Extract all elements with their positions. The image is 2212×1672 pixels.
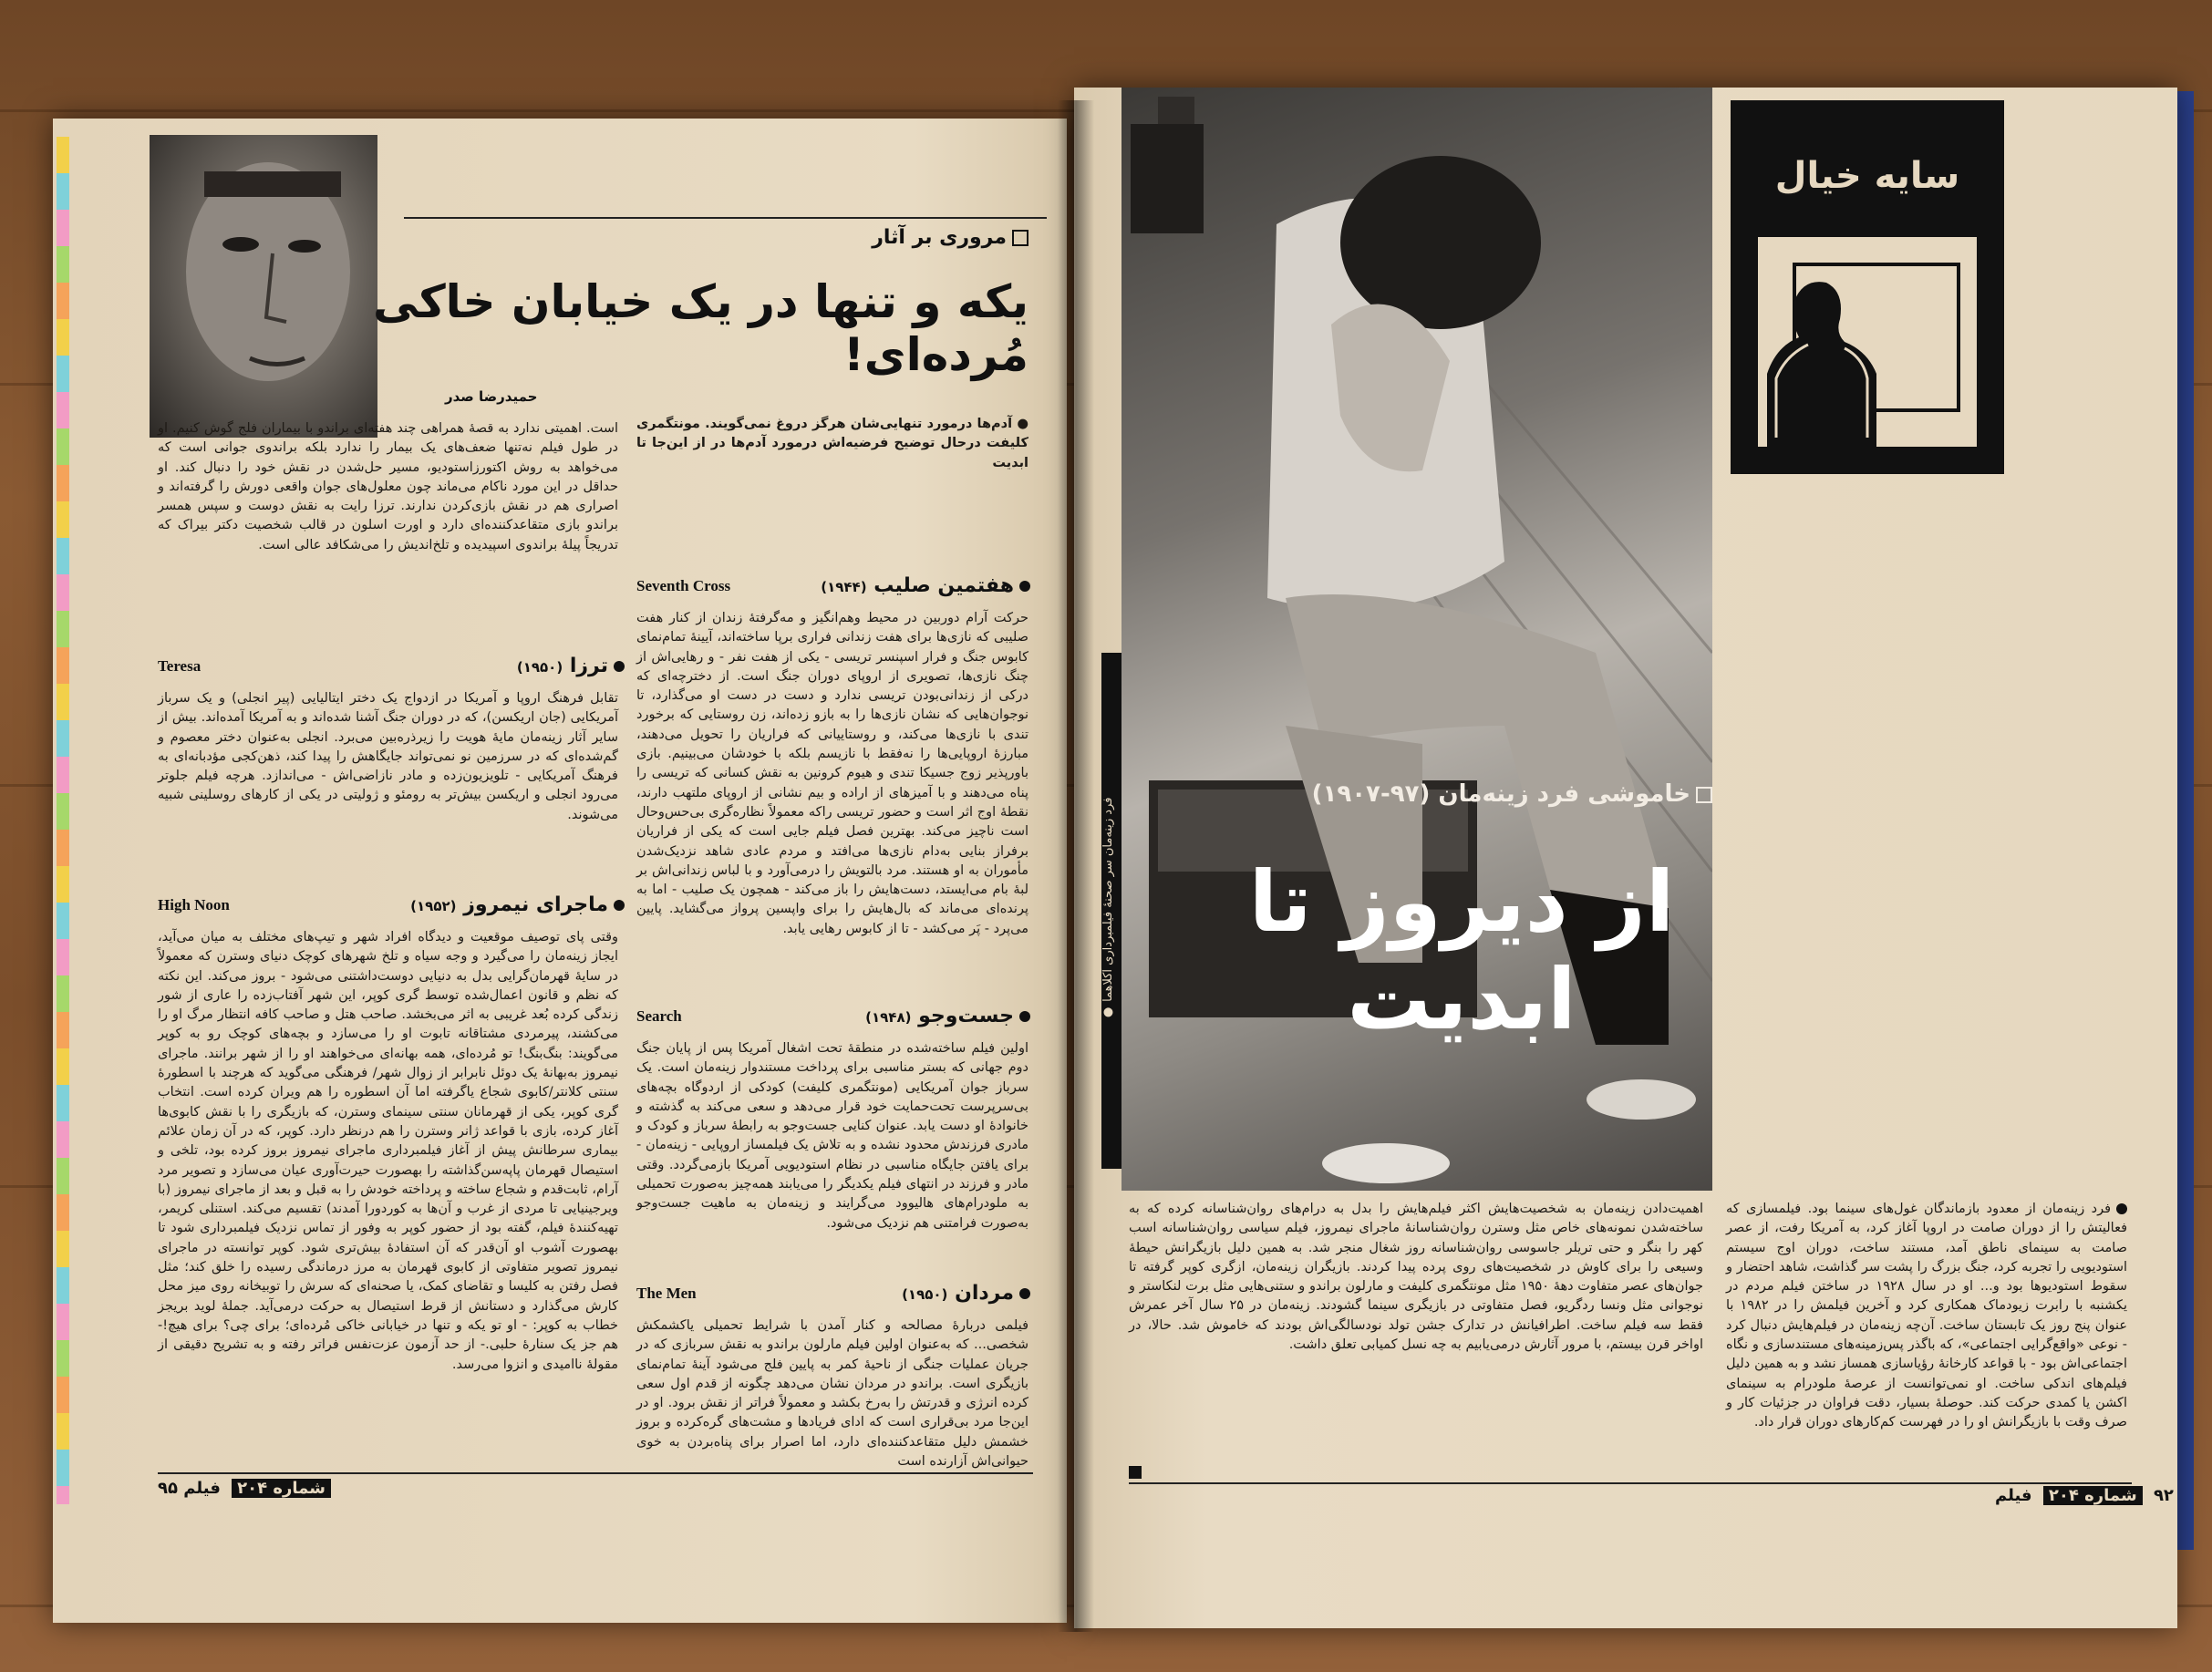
film-body-search: اولین فیلم ساخته‌شده در منطقهٔ تحت اشغال آمریکا پس از پایان جنگ دوم جهانی که بستر مناسبی برای پرداخت مستندوار زینه‌مان است. یک سرباز جوان آمریکایی (مونتگمری کلیفت) کودکی از اردوگاه بچه‌های بی‌سرپرست تحت‌حمایت خود قرار می‌دهد و سعی می‌کند به گذشته و خانوادهٔ او دست یابد. عنوان کنایی جست‌وجو به رابطهٔ سرباز و کودک و مادری فرزندش محدود نشده و به تلاش یک فیلمساز اروپایی - زینه‌مان - برای یافتن جایگاه مناسبی در نظام استودیویی آمریکا بازمی‌گردد. وقتی مادر و فرزند در انتهای فیلم یکدیگر را می‌یابند همه‌چیز به‌صورت تحمیلی به ملودرام‌های هالیوود می‌گرایند و زینه‌مان به ماهیت جست‌وجو به‌صورت فرامتنی هم نزدیک می‌شود. (636, 1041, 1028, 1231)
square-bullet-icon (1696, 787, 1712, 803)
face-illustration-icon (150, 135, 377, 438)
footer-rule-right (1129, 1482, 2132, 1484)
film-body-high-noon: وقتی پای توصیف موقعیت و دیدگاه افراد شهر و تیپ‌های مختلف به میان می‌آید، ایجاز زینه‌مان را می‌گیرد و وجه سیاه و تلخ شهرهای کوچک دنیای وسترن که معمولاً در سایهٔ قهرمان‌گرایی بدل به دنیایی دوست‌داشتنی می‌شود - بروز می‌کند. این نکته که نظم و قانون اعمال‌شده توسط گری کوپر، این شهر آفتاب‌زده را عاری از شور زندگی کرده بُعد غریبی به اثر می‌بخشد. صاحب هتل و صاحب کافه انتظار مرگ او را می‌کشند، پیرمردی مشتاقانه تابوت او را می‌سازد و بچه‌های کوچک رو به کوپر می‌گویند: بنگ‌بنگ! تو مُرده‌ای، همه بهانه‌ای می‌خواهند او را از شهر برانند. ماجرای نیمروز به‌بهانهٔ یک دوئل نابرابر از زوال شهر/ فرهنگی می‌گوید که هرچند با اسطورهٔ سنتی کلانتر/کابوی شجاع یاگرفته اما آن اسطوره را هم ویران کرده است. انتخاب گری کوپر، یکی از قهرمانان سنتی سینمای وسترن، که بازیگری را با نقش کابوی‌ها آغاز کرده، بازی با قواعد ژانر وسترن را هم درنظر دارد. کوپر، که در آن زمان علائم بیماری سرطانش پیش از آغاز فیلمبرداری ماجرای نیمروز بروز کرده بود، تلخی و استیصال قهرمان پاپه‌سن‌گذاشته را بهصورت حیرت‌آوری عیان می‌سازد و تصویر مرد آرام، ثابت‌قدم و شجاع ساخته و پرداخته خودش را به قبل و بعد از ماجرای نیمروز (با ویرجینیایی تا مردی از غرب و آن‌ها به کوردورا آمدند) تقسیم می‌کند. استنلی کریمر، تهیه‌کنندهٔ فیلم، گفته بود از حضور کوپر به وفور از تماس نزدیک فیلمبرداری شود تا بهصورت آشوب او آن‌قدر که آن استفادهٔ بیش‌تری شود. کوپر توانسته در ماجرای نیمروز تصویر متفاوتی از کابوی قهرمان به مرز درماندگی رسیده را خلق کند؛ مثل فصل رفتن به کلیسا و تقاضای کمک، یا صحنه‌ای که سرش را توبیخانه روی میز محل کارش می‌گذارد و دستانش از قرط استیصال به حرکت درمی‌آید. جملهٔ لوید بریجز خطاب به کوپر: - او تو یکه و تنها در خیابانی خاکی مُرده‌ای؛ برای چی؟ برای هیچ!- هم جز یک سنارهٔ حلبی.- از حد آزمون عزت‌نفس فراتر رفته و به تشریح دقیقی از مقولهٔ ناامیدی و انزوا می‌رسد. (158, 930, 618, 1372)
photo-caption-vertical: ● فرد زینه‌مان سر صحنهٔ فیلمبرداری آکلاهما (1101, 653, 1122, 1169)
end-mark-icon (1129, 1466, 1142, 1479)
film-heading-the-men: مردان (۱۹۵۰) (902, 1282, 1030, 1305)
film-title-en-search: Search (636, 1007, 682, 1025)
series-logo-frame (1758, 237, 1977, 447)
bullet-icon (2116, 1203, 2127, 1214)
film-body-the-men: فیلمی دربارهٔ مصالحه و کنار آمدن با شرایط تحمیلی یاکشمکش شخصی... که به‌عنوان اولین فیلم مارلون براندو به نقش سربازی که در جریان عملیات جنگی از ناحیهٔ کمر به پایین فلج می‌شود آینهٔ تمام‌نمای بازیگری است. براندو در مردان نشان می‌دهد چگونه از قدم اول سعی کرده انرژی و قدرتش را به‌رخ بکشد و معمولاً فراتر از نقش برود. او در این‌جا مرد بی‌قراری است که ادای فریادها و مشت‌های گره‌کرده و بروز خشمش دلیل متقاعدکننده‌ای دارد، اما اصرار برای پناه‌بردن به خوی حیوانی‌اش آزارنده است (636, 1318, 1028, 1470)
author-name: حمیدرضا صدر (445, 388, 538, 405)
film-heading-high-noon: ماجرای نیمروز (۱۹۵۲) (410, 893, 625, 916)
intro-column-left: است. اهمیتی ندارد به قصهٔ همراهی چند هفته‌ای براندو با بیماران فلج گوش کنیم. او در طول فیلم نه‌تنها ضعف‌های یک بیمار را ندارد بلکه براندوی جوانی است که می‌خواهد به روش اکتورزاستودیو، مسیر حل‌شدن در نقش خود را دنبال کند. او حداقل در این مورد ناکام می‌ماند چون معلول‌های جوان واقعی دورش را گرفته‌اند و اصراری هم در نقش بازی‌کردن ندارند. ترزا رایت به نقش دوست و سپس همسر براندو بازی متقاعدکننده‌ای دارد و اورت اسلون در قالب شخصیت دکتر بیراک که تدریجاً پیلهٔ براندوی اسپیدیده و تلخ‌اندیش را می‌شکافد عالی است. (158, 421, 618, 552)
film-body-seventh-cross: حرکت آرام دوربین در محیط وهم‌انگیز و مه‌گرفتهٔ زندان از کنار هفت صلیبی که نازی‌ها برای هفت زندانی فراری برپا ساخته‌اند، آیینهٔ تمام‌نمای کابوس جنگ و فرار اسپنسر تریسی - یکی از هفت نفر - و رهایی‌اش از چنگ نازی‌ها، تصویری از اروپای دوران جنگ است. از دخترچه‌ای که درکی از زندانی‌بودن تریسی ندارد و دست در دست او می‌گذارد، تا نوجوان‌هایی که نشان نازی‌ها را به بازو زده‌اند، زن روستایی که برخورد تندی با نازی‌ها می‌کند، و روستاییانی که فراریان را تحویل می‌دهند، مبارزهٔ اروپایی‌ها را نه‌فقط با نازیسم بلکه با خودشان می‌بینیم. بازی باورپذیر زوج جسیکا تندی و هیوم کرونین به نقش کسانی که تریسی را پناه می‌دهند و با آمیزهای از اراده و بیم نشانی از اروپای ملتهب دارند، نقطهٔ اوج اثر است و حضور تریسی راکه معمولاً نظاره‌گری بی‌حس‌وحال است ناچیز می‌کند. بهترین فصل فیلم جایی است که یکی از فراریان برفراز بنایی به‌دام نازی‌ها می‌افتد و مردم عادی شاهد نزدیک‌شدن مأموران به او هستند. مرد بالتویش را درمی‌آورد و با لباس زندانی‌اش بر لبهٔ بام می‌ایستد، دست‌هایش را باز می‌کند - همچون یک صلیب - اما به پرنده‌ای می‌ماند که بال‌هایش را برای واپسین پرواز می‌گشاید. پایین می‌پرد - پَر می‌کشد - تا از کابوس رهایی یابد. (636, 611, 1028, 936)
section-label: مروری بر آثار (872, 226, 1028, 249)
magazine-spine-edge (2176, 91, 2194, 1550)
bullet-icon (614, 900, 625, 911)
square-bullet-icon (1012, 230, 1028, 246)
silhouette-icon (1758, 237, 1977, 447)
header-rule (404, 217, 1047, 219)
film-title-en-teresa: Teresa (158, 657, 202, 675)
footer-rule (158, 1472, 1033, 1474)
section-label-right: خاموشی فرد زینه‌مان (۹۷-۱۹۰۷) (1238, 780, 1712, 808)
colored-page-tabs (57, 137, 69, 1504)
column-left: اهمیت‌دادن زینه‌مان به شخصیت‌هایش اکثر فیلم‌هایش را بدل به درام‌های روان‌شناسانه کرده که به ساخته‌شدن نمونه‌های خاص مثل وسترن روان‌شناسانهٔ ماجرای نیمروز، فیلم سیاسی روان‌شناسانه اسب کهر را بنگر و حتی تریلر جاسوسی روان‌شناسانه روز شغال منجر شد. به همین دلیل بازیگرانش حیطهٔ وسیعی را برای کاوش در شخصیت‌های روی پرده پیدا کردند. بازیگران زینه‌مان، ازگری کوپر گرفته تا جوان‌های عصر متفاوت دههٔ ۱۹۵۰ مثل مونتگمری کلیفت و مارلون براندو و ستنی‌هایی مثل برت لنکاستر و نوجوانی مثل ونسا ردگریو، فصل متفاوتی در بازیگری سینما گشودند. زینه‌مان در ۲۵ سال آخر عمرش فقط سه فیلم ساخت. اطرافیانش در تدارک جشن تولد نودسالگی‌اش بودند که خاموش شد. حالا، در اواخر قرن بیستم، با مرور آثارش درمی‌یابیم به چه نسل کمیابی تعلق داشت. (1129, 1202, 1703, 1353)
film-heading-search: جست‌وجو (۱۹۴۸) (865, 1005, 1030, 1027)
right-page (1074, 88, 2177, 1628)
page-footer-left: ۹۵ شماره ۲۰۴ فیلم (158, 1479, 336, 1498)
bullet-icon (1019, 1288, 1030, 1299)
bullet-icon (1019, 581, 1030, 592)
film-title-en-the-men: The Men (636, 1285, 697, 1302)
page-footer-right: ۹۲ شماره ۲۰۴ فیلم (1995, 1486, 2174, 1505)
portrait-photo (150, 135, 377, 438)
left-page (53, 119, 1067, 1623)
film-heading-seventh-cross: هفتمین صلیب (۱۹۴۴) (821, 574, 1030, 597)
film-heading-teresa: ترزا (۱۹۵۰) (517, 655, 625, 677)
film-title-en-seventh-cross: Seventh Cross (636, 577, 731, 594)
feature-title: از دیروز تا ابدیت (1248, 853, 1675, 1048)
article-title: یکه و تنها در یک خیابان خاکی مُرده‌ای! (373, 275, 1028, 381)
film-title-en-high-noon: High Noon (158, 896, 230, 913)
intro-quote: ● آدم‌ها درمورد تنهایی‌شان هرگز دروغ نمی‌گویند. مونتگمری کلیفت درحال توضیح فرضیه‌اش درمورد آدم‌ها در از این‌جا تا ابدیت (636, 417, 1028, 470)
bullet-icon (1019, 1011, 1030, 1022)
series-box (1731, 100, 2004, 474)
bullet-icon (614, 661, 625, 672)
spine-gutter (1058, 100, 1094, 1632)
series-title: سایه خیال (1774, 155, 1960, 197)
film-body-teresa: تقابل فرهنگ اروپا و آمریکا در ازدواج یک دختر ایتالیایی (پیر انجلی) و یک سرباز آمریکایی (جان اریکسن)، که در دوران جنگ آشنا شده‌اند و به آمریکا آمده‌اند. بیش از سایر آثار زینه‌مان مایهٔ هویت را زیرذره‌بین می‌برد. انجلی به‌عنوان دختر معصوم و گم‌شده‌ای که در سرزمین نو نمی‌تواند جایگاهش را پیدا کند، ذهن‌کجی مؤدبانه‌ای به فرهنگ آمریکایی - تلویزیون‌زده و مادر نازاضی‌اش - می‌اندازد. هرچه فیلم جلوتر می‌رود انجلی و اریکسن بیش‌تر به رومئو و ژولیتی در یکی از کارهای روسلینی شبیه می‌شوند. (158, 691, 618, 822)
column-right: فرد زینه‌مان از معدود بازماندگان غول‌های سینما بود. فیلمسازی که فعالیتش را از دوران صامت در اروپا آغاز کرد، به آمریکا رفت، از عصر صامت به سینمای ناطق آمد، مستند ساخت، دوران اوج سیستم استودیویی را تجربه کرد، جنگ بزرگ را پشت سر گذاشت، شاهد احتضار و سقوط استودیوها بود و... او در سال ۱۹۲۸ در ساختن فیلم مردم در یکشنبه با رابرت زیودماک همکاری کرد و آخرین فیلمش را در ۱۹۸۲ با عنوان پنج روز یک تابستان ساخت. آن‌چه زینه‌مان در فیلم‌هایش دنبال کرد - نوعی «واقع‌گرایی اجتماعی»، که باگذر پس‌زمینه‌های مستندسازی و نگاه اجتماعی‌اش بود - با قواعد کارخانهٔ رؤیاسازی همساز نشد و به همین دلیل فیلم‌های اندکی ساخت. او نمی‌توانست از عرصهٔ ملودرام به سینمای اکشن یا کمدی حرکت کند. حوصلهٔ بسیار، دقت فراوان در جزئیات کار و صرف وقت با بازیگرانش او را در فهرست کم‌کارهای دوران قرار داد. (1726, 1202, 2127, 1430)
